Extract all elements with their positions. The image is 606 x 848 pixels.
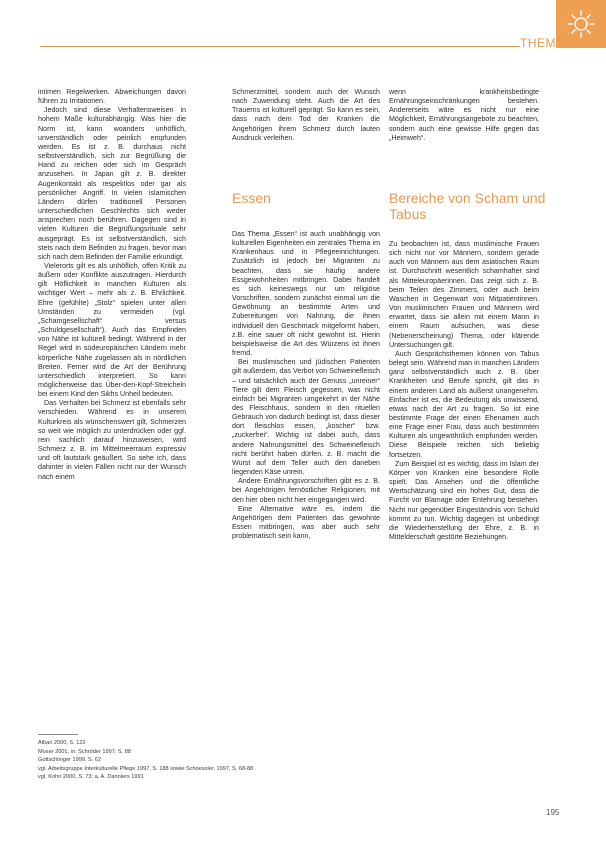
column-3-main [389,240,539,542]
paragraph: Andere Ernährungsvorschriften gibt es z. B. bei Angehörigen fernöstlicher Religionen, mit den hier oben nicht hier eingegangen wird. [232,477,380,504]
sun-icon [566,9,596,39]
heading-essen: Essen [232,190,271,206]
paragraph: Zum Beispiel ist es wichtig, dass im Islam der Körper von Kranken eine besondere Rolle spielt. Das Ansehen und die öffentliche Wertschätzung sind ein hohes Gut, dass die Furcht vor Blamage oder Entehrung bestehen. Nicht nur gegenüber Eingeständnis von Schuld kommt zu tun. Wichtig dagegen ist unbedingt die Wiederherstellung der Ehre, z. B. in Mittelderschaft gestörte Beziehungen. [389,459,539,541]
paragraph: Eine Alternative wäre es, indem die Angehörigen dem Patienten das gewohnte Essen mitbringen, was aber auch sehr problematisch sein kann, [232,504,380,541]
column-2-main [232,230,380,541]
footnote: Alban 2000, S. 122 [38,740,86,746]
paragraph: Das Verhalten bei Schmerz ist ebenfalls sehr verschieden. Während es in unserem Kulturkreis als wünschenswert gilt, Schmerzen so weit wie möglich zu unterdrücken oder ggf. rein sachlich darauf hinzuweisen, wird Schmerz z. B. im Mittelmeerraum expressiv und oft lautstark geäußert. So sehe ich, dass dahinter in vielen Fällen nicht nur der Wunsch nach einem [38,399,186,481]
footnote: vgl. Arbeitsgruppe Interkulturelle Pflege 1997, S. 188 sowie Schoessler, 1997, S. 68-88 [38,765,254,772]
section-label: THEMA [520,36,565,50]
column-2-top: Schmerzmittel, sondern auch der Wunsch nach Zuwendung steht. Auch die Art des Trauerns ist kulturell geprägt. So kann es sein, dass nach dem Tod der Kranken die Angehörigen ihrem Schmerz durch lauten Ausdruck verleihen. [232,88,380,142]
paragraph: Vielerorts gilt es als unhöflich, offen Kritik zu äußern oder Konflikte auszutragen. Hierdurch gilt Höflichkeit in manchen Kulturen als wichtiger Wert – mehr als z. B. Ehrlichkeit. Ehre (gefühlte) „Stolz“ spielen unter allen Umständen zu vermeiden (vgl. „Schamgesellschaft“ versus „Schuldgesellschaft“). Auch das Empfinden von Nähe ist kulturell bedingt. Während in der Regel wird in südeuropäischen Ländern mehr körperliche Nähe zugelassen als in nördlichen Breiten. Ferner wird die Art der Berührung unterschiedlich interpretiert. So kann möglicherweise das Über-den-Kopf-Streicheln bei einem Kind den Sikhs Unheil bedeuten. [38,261,186,399]
footnotes [38,739,558,782]
paragraph: Zu beobachten ist, dass muslimische Frauen sich nicht nur vor Männern, sondern gerade auch von Männern aus dem asiatischen Raum ist. Durchschnitt wesentlich schamhafter sind als Mitteleuropäerinnen. Das zeigt sich z. B. beim Teilen des Zimmers, oder auch beim Waschen in Gegenwart von Mitpatientinnen. Von muslimischen Frauen und Männern wird erwartet, dass sie allein mit einem Mann in einem Raum aufsuchen, was diese (Nebenerscheinung) Thema, oder klärende Untersuchungen gilt. [389,240,539,349]
paragraph: Das Thema „Essen“ ist auch unabhängig von kulturellen Eigenheiten ein zentrales Thema im Krankenhaus und in Pflegeeinrichtungen. Zusätzlich ist jedoch bei Migranten zu beachten, dass sie häufig andere Essgewohnheiten mitbringen. Dabei handelt es sich keineswegs nur um religiöse Vorschriften, sondern zunächst einmal um die Gewöhnung an bestimmte Arten und Zubereitungen von Nahrung, die ihnen individuell den Geschmack mitgeformt haben, z.B. eine sauer oft nicht gewohnt ist. Hierin beispielsweise die Art des Würzens ist ihnen fremd. [232,230,380,358]
paragraph: Auch Gesprächsthemen können von Tabus belegt sein. Während man in manchen Ländern ganz selbstverständlich auch z. B. über Krankheiten und Berufe spricht, gilt das in einem anderen Land als äußerst unangenehm. Einfacher ist es, die Bedeutung als unwissend, etwas nach der Art zu fragen. So ist eine bestimmte Frage der einen Ehenamen auch eine Frage einer Frau, dass auch bestimmten Kulturen als ungewöhnlich empfunden werden. Diese Beispiele reichen sich beliebig fortsetzen. [389,349,539,459]
footnote-divider [38,734,78,735]
paragraph: Jedoch sind diese Verhaltensweisen in hohem Maße kulturabhängig. Was hier die Norm ist, kann woanders unhöflich, unverständlich oder peinlich empfunden werden. Es ist z. B. durchaus nicht selbstverständlich, sich zur Begrüßung die Hand zu reichen oder sich im Gespräch anzusehen. In Japan gilt z. B. direkter Augenkontakt als respektlos oder gar als persönlicher Angriff. In vielen islamischen Ländern dürfen traditionell Personen unterschiedlichen Geschlechts sich weder ansprechen noch berühren. Dagegen sind in vielen Kulturen die Begrüßungsrituale sehr ausgeprägt. Es ist selbstverständlich, sich stets nach dem Befinden zu fragen, bevor man sich nach dem Befinden der Familie erkundigt. [38,106,186,261]
paragraph: intimen Regelwerken. Abweichungen davon führen zu Irritationen. [38,88,186,106]
column-3-top: wenn krankheitsbedingte Ernährungseinschränkungen bestehen. Andererseits wäre es nicht nur eine Möglichkeit, Ernährungsangebote zu beachten, sondern auch eine gewisse Hilfe gegen das „Heimweh“. [389,88,539,142]
column-1 [38,88,186,482]
header-rule [40,46,520,47]
footnote: Moser 2001, in: Schröder 1997, S. 88 [38,748,131,755]
footnote: vgl. Kohn 2000, S. 73; a. A. Dannlers 1991 [38,774,144,781]
paragraph: Bei muslimischen und jüdischen Patienten gilt außerdem, das Verbot von Schweinefleisch – und tatsächlich auch der Genuss „unreiner“ Tiere gilt dem Fleisch gegessen, was nicht einfach bei Migranten umgekehrt in der Nähe des Fleischhaus, sondern in den rituellen Gebrauch von dadurch bedingt ist, dass dieser dort fleischlos essen, „koscher“ bzw. „zuckerfrei“. Wichtig ist dabei auch, dass andere Nahrungsmittel des Schweinefleisch nicht berührt haben dürfen. z. B. macht die Wurst auf dem Teller auch den daneben liegenden Käse unrein. [232,358,380,477]
page-number: 195 [546,808,560,817]
heading-bereiche: Bereiche von Scham und Tabus [389,190,546,222]
footnote: Gottschlinger 1999, S. 62 [38,757,102,764]
